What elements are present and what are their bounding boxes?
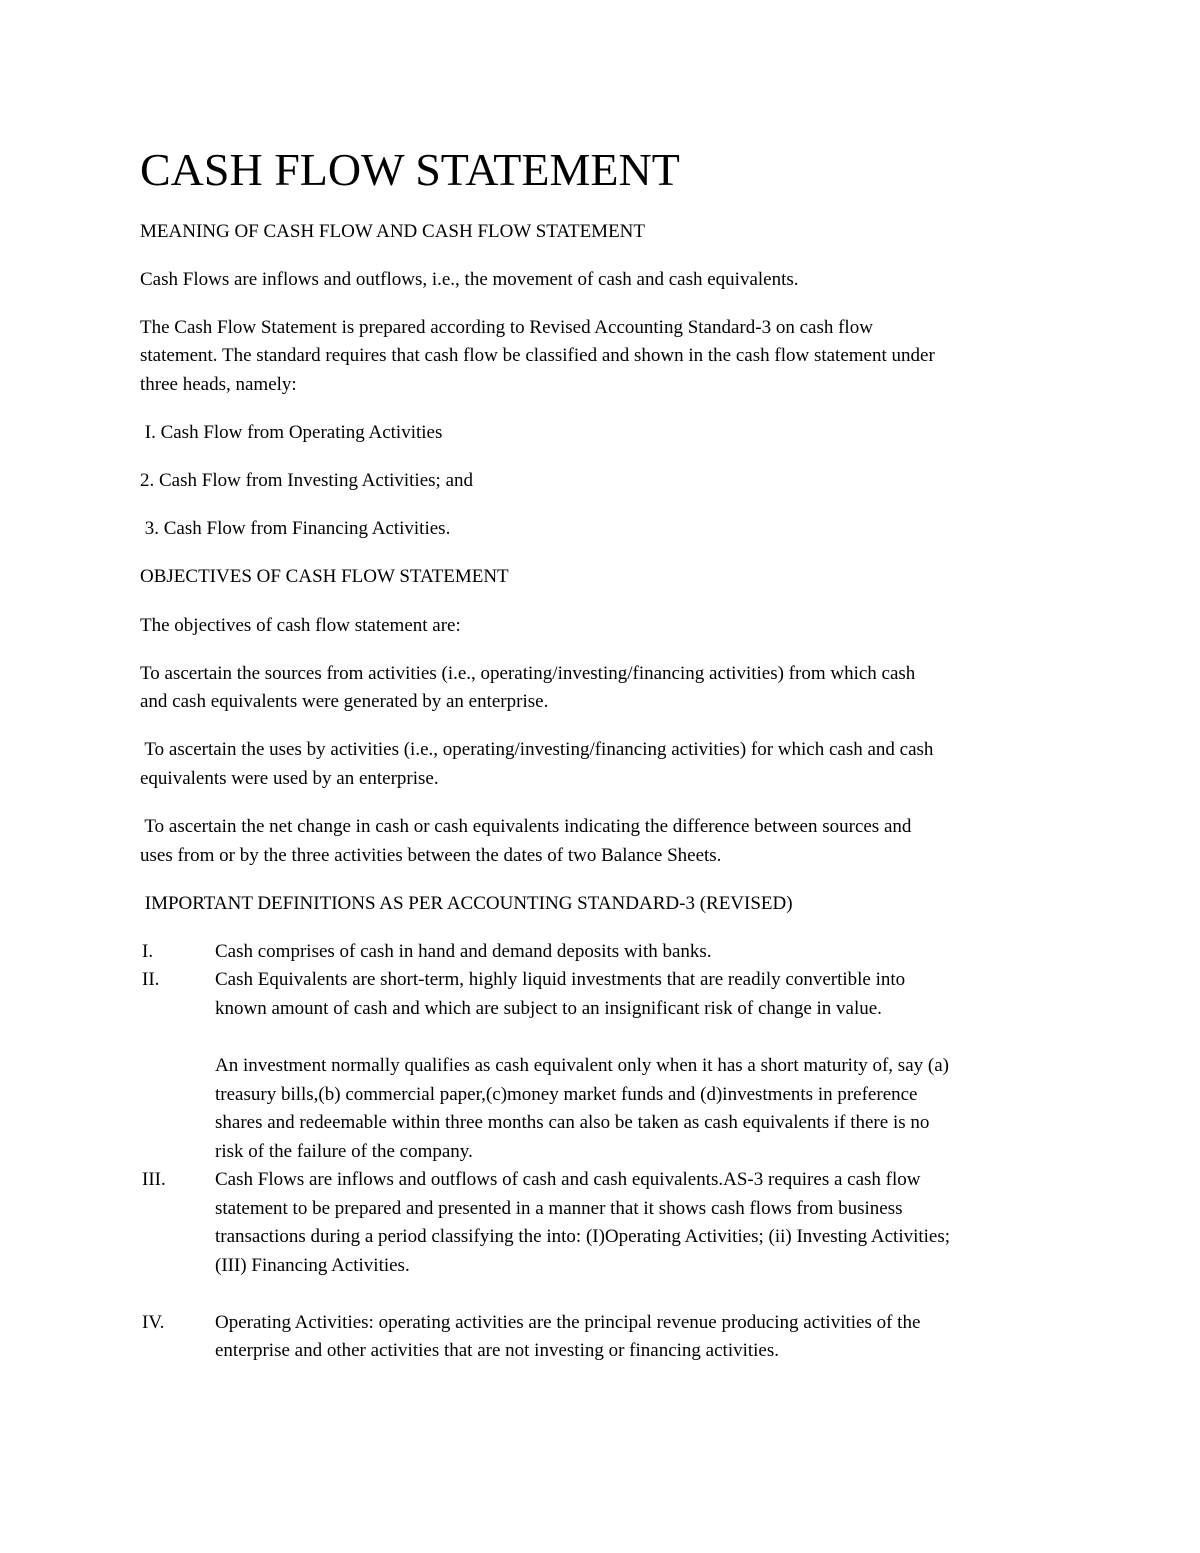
definition-note: risk of the failure of the company. [215, 1141, 473, 1162]
objective-2-line-2: equivalents were used by an enterprise. [140, 768, 439, 789]
definition-number: II. [142, 969, 160, 990]
meaning-heading: MEANING OF CASH FLOW AND CASH FLOW STATEMENT [140, 221, 646, 242]
document-title: CASH FLOW STATEMENT [140, 144, 680, 195]
definition-text: known amount of cash and which are subject to an insignificant risk of change in value. [215, 998, 882, 1019]
objective-1-line-1: To ascertain the sources from activities (i.e., operating/investing/financing activities) from which cash [140, 663, 916, 684]
definition-text: Cash Flows are inflows and outflows of cash and cash equivalents.AS-3 requires a cash flow [215, 1169, 921, 1190]
head-item-2: 2. Cash Flow from Investing Activities; and [140, 470, 474, 491]
definition-text: Cash Equivalents are short-term, highly liquid investments that are readily convertible into [215, 969, 906, 990]
definition-text: (III) Financing Activities. [215, 1255, 410, 1276]
head-item-3: 3. Cash Flow from Financing Activities. [140, 518, 451, 539]
prepared-line-2: statement. The standard requires that cash flow be classified and shown in the cash flow statement under [140, 345, 935, 366]
prepared-line-1: The Cash Flow Statement is prepared according to Revised Accounting Standard-3 on cash flow [140, 317, 873, 338]
objective-3-line-2: uses from or by the three activities between the dates of two Balance Sheets. [140, 845, 722, 866]
definition-text: statement to be prepared and presented in a manner that it shows cash flows from business [215, 1198, 903, 1219]
definition-text: enterprise and other activities that are not investing or financing activities. [215, 1340, 780, 1361]
definition-text: Operating Activities: operating activities are the principal revenue producing activities of the [215, 1312, 921, 1333]
objective-1-line-2: and cash equivalents were generated by an enterprise. [140, 691, 549, 712]
objective-3-line-1: To ascertain the net change in cash or cash equivalents indicating the difference between sources and [140, 816, 912, 837]
definition-note: An investment normally qualifies as cash equivalent only when it has a short maturity of, say (a) [215, 1055, 949, 1076]
definition-text: transactions during a period classifying the into: (I)Operating Activities; (ii) Investing Activities; [215, 1226, 951, 1247]
meaning-text: Cash Flows are inflows and outflows, i.e., the movement of cash and cash equivalents. [140, 269, 799, 290]
objectives-intro: The objectives of cash flow statement are: [140, 615, 461, 636]
objective-2-line-1: To ascertain the uses by activities (i.e., operating/investing/financing activities) for which cash and cash [140, 739, 934, 760]
definitions-heading: IMPORTANT DEFINITIONS AS PER ACCOUNTING STANDARD-3 (REVISED) [140, 893, 793, 914]
definition-number: IV. [142, 1312, 165, 1333]
objectives-heading: OBJECTIVES OF CASH FLOW STATEMENT [140, 566, 509, 587]
definition-note: treasury bills,(b) commercial paper,(c)money market funds and (d)investments in preference [215, 1084, 918, 1105]
definition-number: III. [142, 1169, 166, 1190]
definition-note: shares and redeemable within three months can also be taken as cash equivalents if there is no [215, 1112, 930, 1133]
head-item-1: I. Cash Flow from Operating Activities [140, 422, 443, 443]
definition-number: I. [142, 941, 154, 962]
prepared-line-3: three heads, namely: [140, 374, 297, 395]
definition-text: Cash comprises of cash in hand and demand deposits with banks. [215, 941, 712, 962]
